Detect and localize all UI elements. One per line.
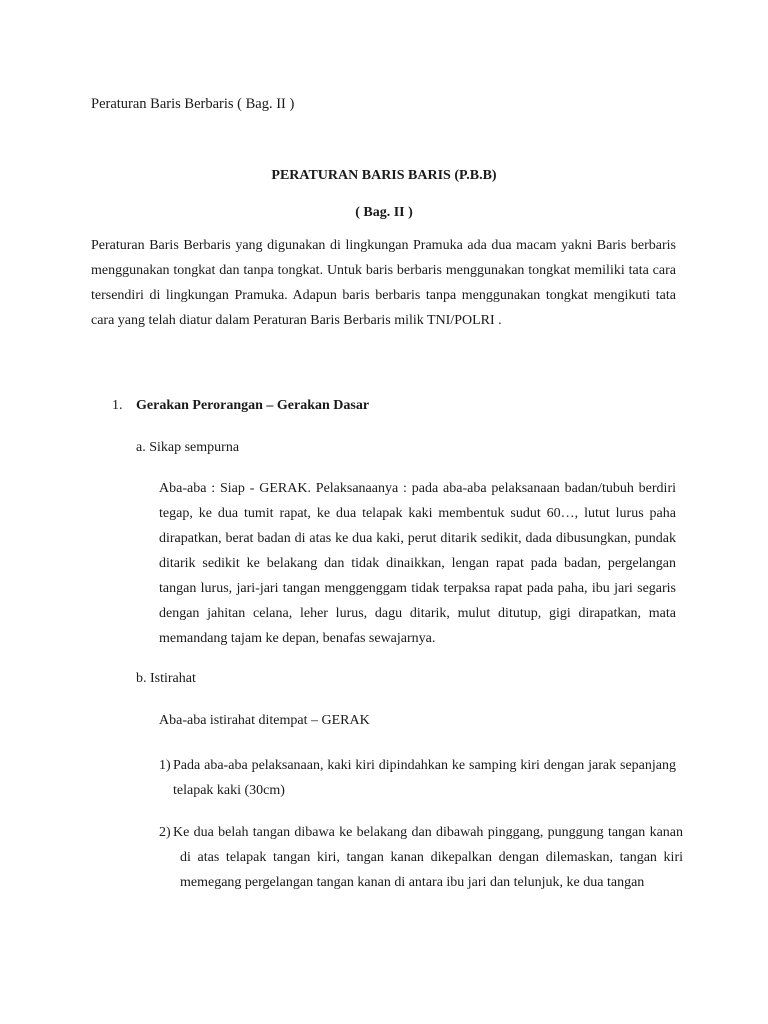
step-1-content: Pada aba-aba pelaksanaan, kaki kiri dipindahkan ke samping kiri dengan jarak sepanjang telapak kaki (30cm)	[173, 758, 676, 798]
intro-paragraph: Peraturan Baris Berbaris yang digunakan di lingkungan Pramuka ada dua macam yakni Baris berbaris menggunakan tongkat dan tanpa tongkat. Untuk baris berbaris menggunakan tongkat memiliki tata cara tersendiri di lingkungan Pramuka. Adapun baris berbaris tanpa menggunakan tongkat mengikuti tata cara yang telah diatur dalam Peraturan Baris Berbaris milik TNI/POLRI .	[91, 238, 676, 328]
document-title: Peraturan Baris Berbaris ( Bag. II )	[91, 96, 295, 112]
subsection-b-command: Aba-aba istirahat ditempat – GERAK	[159, 713, 370, 728]
step-2-text	[173, 820, 683, 895]
subsection-b-label: b. Istirahat	[136, 671, 196, 686]
step-2-content: Ke dua belah tangan dibawa ke belakang dan dibawah pinggang, punggung tangan kanan di atas telapak tangan kiri, tangan kanan dikepalkan dengan dilemaskan, tangan kiri memegang pergelangan tangan kanan di antara ibu jari dan telunjuk, ke dua tangan	[173, 825, 683, 890]
step-2-number: 2)	[159, 825, 171, 840]
main-heading: PERATURAN BARIS BARIS (P.B.B)	[271, 168, 497, 183]
section-title: Gerakan Perorangan – Gerakan Dasar	[136, 398, 370, 413]
section-number: 1.	[112, 398, 123, 413]
subsection-a-label: a. Sikap sempurna	[136, 440, 240, 455]
subsection-a-body: Aba-aba : Siap - GERAK. Pelaksanaanya : pada aba-aba pelaksanaan badan/tubuh berdiri tegap, ke dua tumit rapat, ke dua telapak kaki membentuk sudut 60…, lutut lurus paha dirapatkan, berat badan di atas ke dua kaki, perut ditarik sedikit, dada dibusungkan, pundak ditarik sedikit ke belakang dan tidak dinaikkan, lengan rapat pada badan, pergelangan tangan lurus, jari-jari tangan menggenggam tidak terpaksa rapat pada paha, ibu jari segaris dengan jahitan celana, leher lurus, dagu ditarik, mulut ditutup, gigi dirapatkan, mata memandang tajam ke depan, benafas sewajarnya.	[159, 481, 676, 646]
sub-heading: ( Bag. II )	[355, 205, 413, 220]
step-1-number: 1)	[159, 758, 171, 773]
step-1-text	[173, 753, 676, 803]
